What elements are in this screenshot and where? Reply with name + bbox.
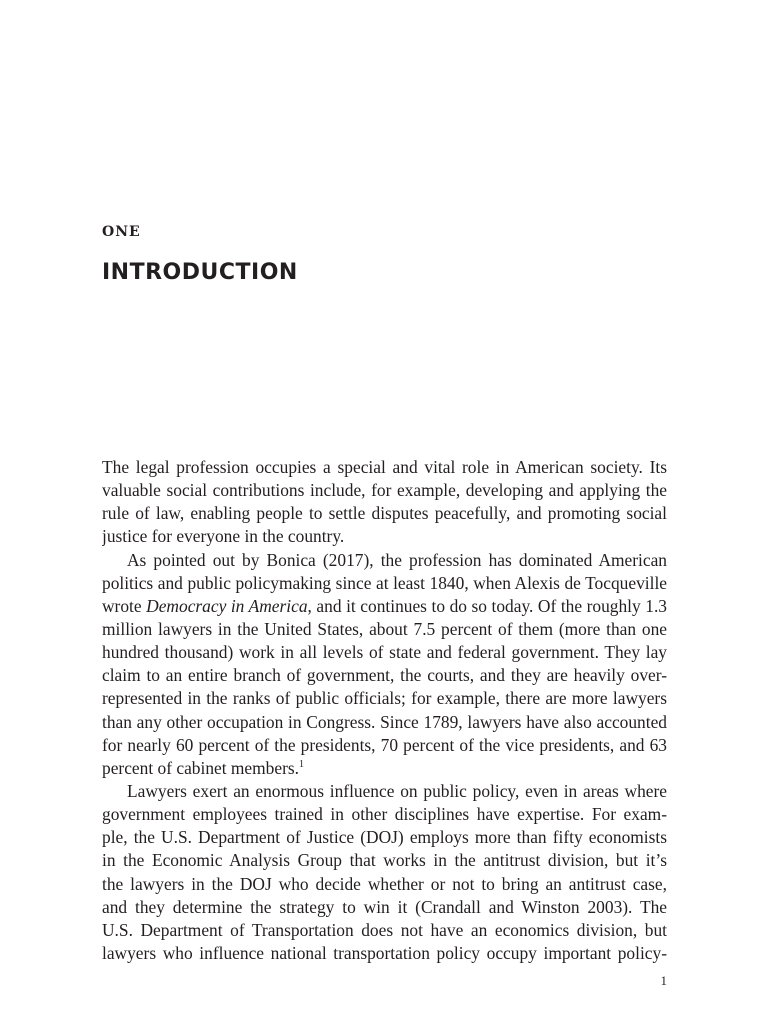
text-line: government employees trained in other disciplines have expertise. For exam- xyxy=(102,804,667,825)
text-line xyxy=(102,595,667,618)
text-line: the lawyers in the DOJ who decide whether or not to bring an antitrust case, xyxy=(102,873,667,894)
text-run: percent of cabinet members. xyxy=(102,757,300,778)
footnote-marker[interactable]: 1 xyxy=(299,758,305,770)
text-run: , and it continues to do so today. Of the roughly 1.3 xyxy=(307,595,667,616)
text-line: in the Economic Analysis Group that works in the antitrust division, but it’s xyxy=(102,850,667,871)
text-line: hundred thousand) work in all levels of state and federal government. They lay xyxy=(102,642,667,663)
chapter-number: one xyxy=(102,217,141,241)
text-line: represented in the ranks of public officials; for example, there are more lawyers xyxy=(102,688,667,709)
body-text xyxy=(102,456,667,965)
text-line: ple, the U.S. Department of Justice (DOJ) employs more than fifty economists xyxy=(102,827,667,848)
text-line: The legal profession occupies a special and vital role in American society. Its xyxy=(102,457,667,477)
chapter-title: INTRODUCTION xyxy=(102,260,298,285)
paragraph xyxy=(102,549,667,780)
text-line: claim to an entire branch of government, the courts, and they are heavily over- xyxy=(102,665,667,686)
text-line: As pointed out by Bonica (2017), the profession has dominated American xyxy=(127,549,667,570)
text-line: U.S. Department of Transportation does not have an economics division, but xyxy=(102,919,667,940)
page-number: 1 xyxy=(660,973,667,988)
text-line: for nearly 60 percent of the presidents, 70 percent of the vice presidents, and 63 xyxy=(102,734,667,755)
paragraph xyxy=(102,780,667,965)
text-line: rule of law, enabling people to settle disputes peacefully, and promoting social xyxy=(102,503,667,524)
text-line xyxy=(102,757,667,780)
text-line: and they determine the strategy to win it (Crandall and Winston 2003). The xyxy=(102,896,667,917)
book-title: Democracy in America xyxy=(146,595,308,616)
text-line: than any other occupation in Congress. Since 1789, lawyers have also accounted xyxy=(102,711,667,732)
text-line: justice for everyone in the country. xyxy=(102,526,345,547)
text-line: million lawyers in the United States, about 7.5 percent of them (more than one xyxy=(102,618,667,639)
text-run: wrote xyxy=(102,595,147,616)
paragraph xyxy=(102,456,667,549)
text-line: valuable social contributions include, for example, developing and applying the xyxy=(102,480,667,501)
text-line: Lawyers exert an enormous influence on public policy, even in areas where xyxy=(127,780,667,801)
text-line: lawyers who influence national transportation policy occupy important policy- xyxy=(102,942,667,963)
text-line: politics and public policymaking since at least 1840, when Alexis de Tocqueville xyxy=(102,572,667,593)
